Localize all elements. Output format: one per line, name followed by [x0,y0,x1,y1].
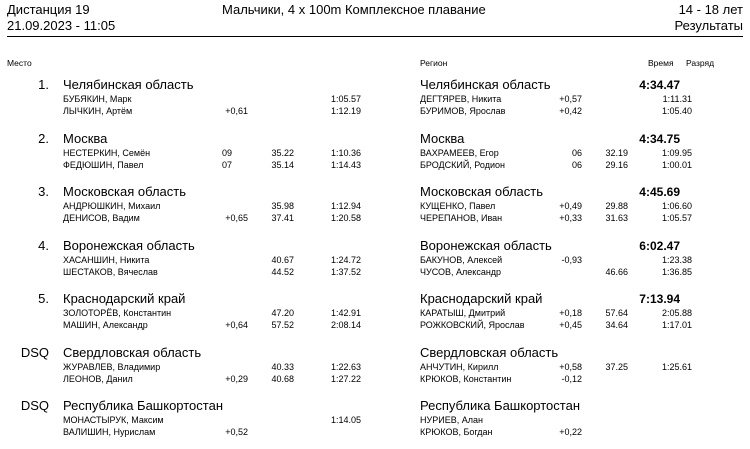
leg-time: 1:17.01 [661,320,692,330]
results-label: Результаты [674,18,743,33]
leg-time: 1:10.36 [330,147,361,158]
split-time: 34.64 [605,320,628,330]
leg-time: 1:25.61 [661,361,692,372]
place-number: DSQ [20,344,49,360]
leg-time: 1:05.40 [661,106,692,116]
place-number: DSQ [20,398,49,413]
total-time: 7:13.94 [639,292,680,306]
column-region-label: Регион [420,58,448,68]
leg-time: 1:12.19 [330,106,361,116]
swimmer-name: АНЧУТИН, Кирилл [420,361,499,372]
swimmer-name: КУЩЕНКО, Павел [420,201,496,211]
swimmer-name: ДЕГТЯРЕВ, Никита [420,94,502,104]
swimmer-name: ЛЕОНОВ, Данил [63,373,133,384]
team-name-region: Свердловская область [420,344,559,360]
team-name-region: Челябинская область [420,77,551,92]
swimmer-name: БУБЯКИН, Марк [63,94,132,104]
age-group-label: 14 - 18 лет [678,2,743,17]
split-time: 46.66 [605,266,628,277]
swimmer-name: ЗОЛОТОРЁВ, Константин [63,308,172,318]
leg-time: 1:09.95 [661,147,692,158]
swimmer-name: КРЮКОВ, Константин [420,373,512,384]
leg-time: 1:00.01 [661,159,692,170]
reaction-time: +0,33 [559,213,582,223]
split-time: 37.25 [605,361,628,372]
team-name: Воронежская область [63,237,195,253]
leg-time: 1:11.31 [662,94,692,104]
total-time: 6:02.47 [639,238,680,253]
swimmer-name: РОЖКОВСКИЙ, Ярослав [420,320,525,330]
team-name-region: Воронежская область [420,237,552,253]
leg-time: 1:06.60 [661,201,692,211]
reaction-time: +0,57 [559,94,582,104]
datetime-label: 21.09.2023 - 11:05 [7,18,116,33]
reaction-time: +0,18 [559,308,582,318]
place-number: 2. [38,130,49,146]
swimmer-name: ЧУСОВ, Александр [420,266,502,277]
event-title: Мальчики, 4 x 100m Комплексное плавание [222,2,486,17]
swimmer-name: ВАЛИШИН, Нурислам [63,427,156,437]
leg-time: 1:24.72 [330,254,361,265]
swimmer-name: МОНАСТЫРУК, Максим [63,415,164,425]
team-name-region: Республика Башкортостан [420,398,580,413]
split-time: 57.64 [605,308,628,318]
column-time-label: Время [648,58,674,68]
split-time: 31.63 [605,213,628,223]
birth-year: 09 [221,147,232,158]
team-name-region: Москва [420,130,465,146]
header-divider [7,36,743,37]
team-name: Свердловская область [63,344,202,360]
swimmer-name: НУРИЕВ, Алан [420,415,483,425]
split-time: 35.22 [271,147,294,158]
reaction-time: +0,61 [225,106,248,116]
total-time: 4:34.75 [639,131,680,146]
split-time: 35.98 [271,201,294,211]
reaction-time: -0,93 [561,254,582,265]
leg-time: 1:14.05 [330,415,361,425]
reaction-time: +0,52 [225,427,248,437]
swimmer-name: ХАСАНШИН, Никита [63,254,150,265]
distance-label: Дистанция 19 [7,2,90,17]
split-time: 40.68 [271,373,294,384]
reaction-time: +0,58 [559,361,582,372]
split-time: 44.52 [271,266,294,277]
split-time: 57.52 [271,320,294,330]
leg-time: 1:20.58 [330,213,361,223]
swimmer-name: ШЕСТАКОВ, Вячеслав [63,266,158,277]
place-number: 3. [38,184,49,199]
birth-year: 06 [571,159,582,170]
swimmer-name: БУРИМОВ, Ярослав [420,106,506,116]
split-time: 40.33 [271,361,294,372]
swimmer-name: ЧЕРЕПАНОВ, Иван [420,213,503,223]
reaction-time: +0,22 [559,427,582,437]
swimmer-name: БРОДСКИЙ, Родион [420,159,505,170]
place-number: 5. [38,291,49,306]
swimmer-name: МАШИН, Александр [63,320,148,330]
leg-time: 1:27.22 [330,373,361,384]
swimmer-name: КАРАТЫШ, Дмитрий [420,308,506,318]
swimmer-name: ДЕНИСОВ, Вадим [63,213,140,223]
column-place-label: Место [7,58,32,68]
place-number: 1. [38,77,49,92]
leg-time: 1:23.38 [661,254,692,265]
team-name: Челябинская область [63,77,194,92]
leg-time: 1:12.94 [330,201,361,211]
leg-time: 1:22.63 [330,361,361,372]
split-time: 32.19 [605,147,628,158]
birth-year: 07 [221,159,232,170]
leg-time: 1:05.57 [330,94,361,104]
swimmer-name: НЕСТЕРКИН, Семён [63,147,151,158]
leg-time: 2:08.14 [330,320,361,330]
team-name-region: Краснодарский край [420,291,543,306]
place-number: 4. [38,237,49,253]
swimmer-name: БАКУНОВ, Алексей [420,254,503,265]
team-name: Московская область [63,184,187,199]
split-time: 40.67 [271,254,294,265]
leg-time: 1:42.91 [330,308,361,318]
birth-year: 06 [571,147,582,158]
reaction-time: +0,29 [225,373,248,384]
reaction-time: +0,42 [559,106,582,116]
swimmer-name: ВАХРАМЕЕВ, Егор [420,147,499,158]
split-time: 29.88 [605,201,628,211]
total-time: 4:34.47 [639,78,680,92]
split-time: 47.20 [271,308,294,318]
reaction-time: +0,65 [225,213,248,223]
split-time: 37.41 [271,213,294,223]
swimmer-name: ЛЫЧКИН, Артём [63,106,133,116]
swimmer-name: КРЮКОВ, Богдан [420,427,493,437]
split-time: 35.14 [271,159,294,170]
column-rank-label: Разряд [686,58,715,68]
reaction-time: +0,64 [225,320,248,330]
split-time: 29.16 [605,159,628,170]
total-time: 4:45.69 [639,185,680,199]
reaction-time: -0,12 [561,373,582,384]
team-name: Республика Башкортостан [63,398,223,413]
leg-time: 1:05.57 [661,213,692,223]
leg-time: 1:36.85 [661,266,692,277]
team-name: Краснодарский край [63,291,186,306]
leg-time: 1:14.43 [330,159,361,170]
reaction-time: +0,49 [559,201,582,211]
leg-time: 1:37.52 [330,266,361,277]
team-name: Москва [63,130,108,146]
swimmer-name: ФЕДЮШИН, Павел [63,159,144,170]
swimmer-name: АНДРЮШКИН, Михаил [63,201,161,211]
team-name-region: Московская область [420,184,544,199]
reaction-time: +0,45 [559,320,582,330]
leg-time: 2:05.88 [661,308,692,318]
swimmer-name: ЖУРАВЛЕВ, Владимир [63,361,161,372]
